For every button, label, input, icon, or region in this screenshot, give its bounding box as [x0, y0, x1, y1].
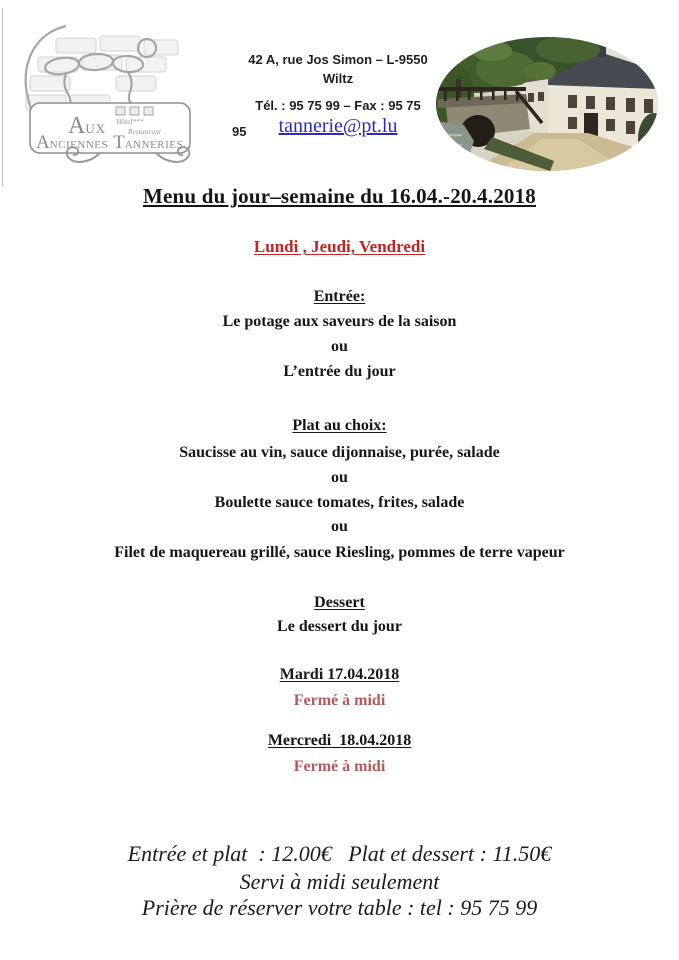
entree-item-1: Le potage aux saveurs de la saison — [222, 313, 457, 330]
restaurant-logo — [4, 20, 209, 172]
contact-block — [218, 50, 458, 143]
plat-or-2: ou — [331, 518, 348, 535]
open-days: Lundi , Jeudi, Vendredi — [253, 237, 426, 256]
entree-or: ou — [331, 338, 348, 355]
plat-item-2: Boulette sauce tomates, frites, salade — [214, 494, 465, 511]
address-line-1: 42 A, rue Jos Simon – L-9550 — [248, 52, 428, 67]
entree-item-2: L’entrée du jour — [283, 363, 396, 380]
hotel-photo-graphic — [436, 37, 658, 171]
reservation-line: Prière de réserver votre table : tel : 95 75 99 — [141, 895, 538, 920]
closed-day-1: Mardi 17.04.2018 — [279, 666, 400, 683]
menu-title: Menu du jour–semaine du 16.04.-20.4.2018 — [142, 184, 537, 208]
service-line: Servi à midi seulement — [239, 869, 440, 894]
price-line: Entrée et plat : 12.00€ Plat et dessert : 11.50€ — [127, 841, 552, 866]
address-line-2: Wiltz — [322, 71, 354, 86]
entree-heading: Entrée: — [313, 288, 366, 305]
closed-note-1: Fermé à midi — [293, 692, 386, 709]
phone-fax-line: Tél. : 95 75 99 – Fax : 95 75 — [255, 98, 421, 113]
closed-note-2: Fermé à midi — [293, 758, 386, 775]
plat-or-1: ou — [331, 469, 348, 486]
email-link[interactable]: tannerie@pt.lu — [278, 115, 398, 137]
fax-wrap-digits: 95 — [232, 124, 247, 139]
logo-text-restaurant: Restaurant — [128, 127, 161, 136]
plat-item-1: Saucisse au vin, sauce dijonnaise, purée, salade — [179, 444, 500, 461]
page-edge-line — [2, 8, 3, 186]
logo-text-hotel: Hôtel*** — [116, 117, 144, 126]
email-row — [218, 117, 458, 143]
dessert-item: Le dessert du jour — [277, 618, 402, 635]
logo-graphic — [4, 20, 209, 172]
logo-text-anciennes-tanneries: ANCIENNES TANNERIES — [36, 132, 184, 153]
logo-text-aux: AUX — [68, 113, 107, 139]
closed-day-2: Mercredi 18.04.2018 — [267, 732, 412, 749]
plat-heading: Plat au choix: — [292, 417, 387, 434]
dessert-heading: Dessert — [314, 594, 365, 611]
plat-item-3: Filet de maquereau grillé, sauce Riesling, pommes de terre vapeur — [114, 544, 565, 561]
hotel-photo — [436, 37, 658, 171]
logo-squares — [116, 107, 153, 115]
